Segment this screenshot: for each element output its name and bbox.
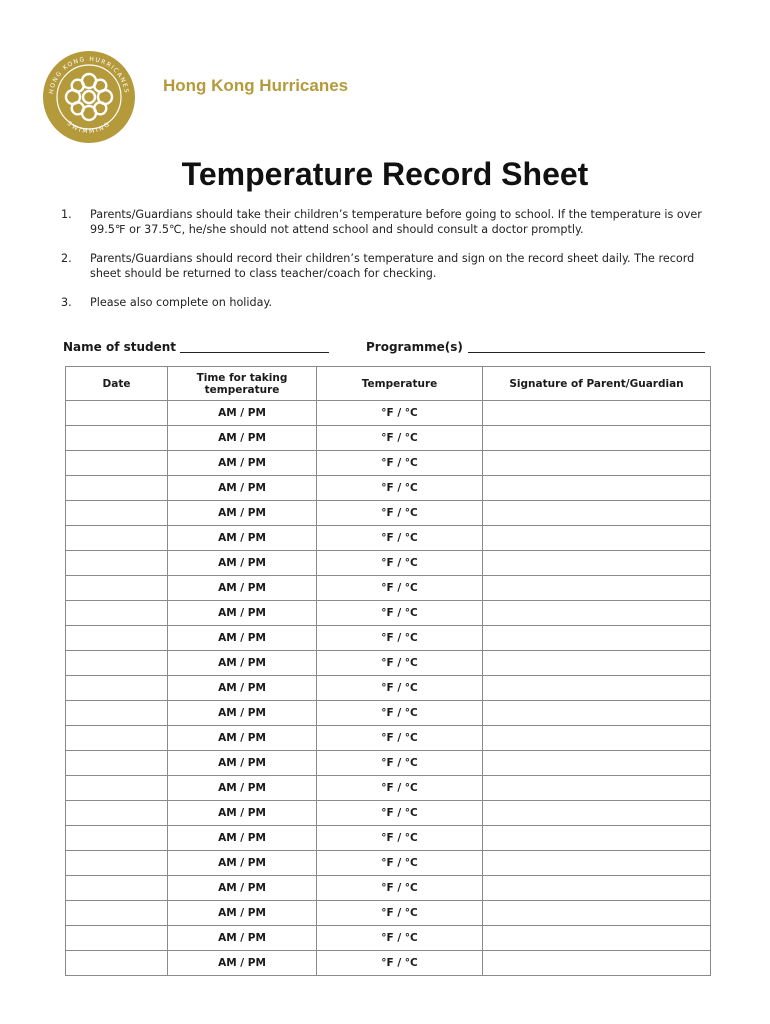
signature-cell[interactable] [483, 651, 711, 676]
temperature-cell[interactable]: °F / °C [317, 726, 483, 751]
signature-cell[interactable] [483, 851, 711, 876]
club-logo [42, 50, 136, 144]
table-row [66, 576, 711, 601]
temperature-cell[interactable]: °F / °C [317, 651, 483, 676]
time-cell[interactable]: AM / PM [168, 876, 317, 901]
instruction-text: Please also complete on holiday. [90, 296, 273, 309]
signature-cell[interactable] [483, 776, 711, 801]
table-row [66, 551, 711, 576]
date-cell[interactable] [66, 501, 168, 526]
date-cell[interactable] [66, 576, 168, 601]
signature-cell[interactable] [483, 826, 711, 851]
signature-cell[interactable] [483, 401, 711, 426]
signature-cell[interactable] [483, 526, 711, 551]
logo-text-bottom: SWIMMING [65, 120, 113, 136]
signature-cell[interactable] [483, 801, 711, 826]
time-cell[interactable]: AM / PM [168, 676, 317, 701]
time-cell[interactable]: AM / PM [168, 576, 317, 601]
time-cell[interactable]: AM / PM [168, 901, 317, 926]
signature-cell[interactable] [483, 951, 711, 976]
time-cell[interactable]: AM / PM [168, 501, 317, 526]
temperature-cell[interactable]: °F / °C [317, 426, 483, 451]
date-cell[interactable] [66, 526, 168, 551]
time-cell[interactable]: AM / PM [168, 426, 317, 451]
time-cell[interactable]: AM / PM [168, 926, 317, 951]
temperature-cell[interactable]: °F / °C [317, 876, 483, 901]
signature-cell[interactable] [483, 926, 711, 951]
table-row [66, 476, 711, 501]
organization-name: Hong Kong Hurricanes [163, 76, 349, 95]
time-cell[interactable]: AM / PM [168, 801, 317, 826]
table-row [66, 601, 711, 626]
signature-cell[interactable] [483, 451, 711, 476]
table-body [66, 401, 711, 976]
temperature-cell[interactable]: °F / °C [317, 776, 483, 801]
date-cell[interactable] [66, 951, 168, 976]
table-row [66, 701, 711, 726]
signature-cell[interactable] [483, 701, 711, 726]
table-header-row [66, 367, 711, 401]
date-cell[interactable] [66, 626, 168, 651]
date-cell[interactable] [66, 801, 168, 826]
signature-cell[interactable] [483, 426, 711, 451]
temperature-cell[interactable]: °F / °C [317, 751, 483, 776]
date-cell[interactable] [66, 701, 168, 726]
signature-cell[interactable] [483, 551, 711, 576]
instruction-number: 3. [61, 296, 72, 309]
time-cell[interactable]: AM / PM [168, 601, 317, 626]
signature-cell[interactable] [483, 476, 711, 501]
table-row [66, 676, 711, 701]
table-row [66, 776, 711, 801]
time-cell[interactable]: AM / PM [168, 751, 317, 776]
temperature-cell[interactable]: °F / °C [317, 626, 483, 651]
signature-cell[interactable] [483, 876, 711, 901]
table-row [66, 651, 711, 676]
date-cell[interactable] [66, 826, 168, 851]
header-time: Time for taking temperature [168, 367, 317, 401]
temperature-cell[interactable]: °F / °C [317, 951, 483, 976]
table-row [66, 526, 711, 551]
header-temperature: Temperature [317, 367, 483, 401]
signature-cell[interactable] [483, 626, 711, 651]
temperature-cell[interactable]: °F / °C [317, 551, 483, 576]
signature-cell[interactable] [483, 726, 711, 751]
logo-text-top: HONG KONG HURRICANES [48, 55, 130, 95]
instruction-number: 1. [61, 208, 72, 221]
date-cell[interactable] [66, 476, 168, 501]
signature-cell[interactable] [483, 676, 711, 701]
signature-cell[interactable] [483, 751, 711, 776]
instruction-1 [61, 207, 712, 237]
date-cell[interactable] [66, 676, 168, 701]
temperature-cell[interactable]: °F / °C [317, 476, 483, 501]
temperature-cell[interactable]: °F / °C [317, 401, 483, 426]
date-cell[interactable] [66, 926, 168, 951]
date-cell[interactable] [66, 651, 168, 676]
temperature-cell[interactable]: °F / °C [317, 676, 483, 701]
date-cell[interactable] [66, 851, 168, 876]
date-cell[interactable] [66, 601, 168, 626]
temperature-cell[interactable]: °F / °C [317, 451, 483, 476]
signature-cell[interactable] [483, 576, 711, 601]
table-row [66, 851, 711, 876]
time-cell[interactable]: AM / PM [168, 651, 317, 676]
temperature-cell[interactable]: °F / °C [317, 851, 483, 876]
programme-field[interactable] [468, 352, 705, 353]
table-row [66, 726, 711, 751]
instruction-text: Parents/Guardians should take their children’s temperature before going to school. If the temperature is over 99.5℉ or 37.5℃, he/she should not attend school and should consult a doctor promptly. [90, 208, 702, 236]
temperature-cell[interactable]: °F / °C [317, 801, 483, 826]
table-row [66, 626, 711, 651]
time-cell[interactable]: AM / PM [168, 626, 317, 651]
time-cell[interactable]: AM / PM [168, 451, 317, 476]
date-cell[interactable] [66, 426, 168, 451]
table-row [66, 401, 711, 426]
time-cell[interactable]: AM / PM [168, 701, 317, 726]
instruction-3 [61, 295, 712, 310]
signature-cell[interactable] [483, 501, 711, 526]
temperature-record-table [65, 366, 711, 976]
temperature-cell[interactable]: °F / °C [317, 501, 483, 526]
table-row [66, 501, 711, 526]
temperature-cell[interactable]: °F / °C [317, 601, 483, 626]
time-cell[interactable]: AM / PM [168, 401, 317, 426]
time-cell[interactable]: AM / PM [168, 951, 317, 976]
date-cell[interactable] [66, 451, 168, 476]
date-cell[interactable] [66, 876, 168, 901]
temperature-cell[interactable]: °F / °C [317, 576, 483, 601]
instruction-2 [61, 251, 712, 281]
table-row [66, 426, 711, 451]
time-cell[interactable]: AM / PM [168, 826, 317, 851]
table-row [66, 801, 711, 826]
time-cell[interactable]: AM / PM [168, 776, 317, 801]
date-cell[interactable] [66, 726, 168, 751]
time-cell[interactable]: AM / PM [168, 551, 317, 576]
table-row [66, 826, 711, 851]
table-row [66, 901, 711, 926]
student-name-field[interactable] [180, 352, 329, 353]
student-name-label: Name of student [63, 340, 177, 354]
header-signature: Signature of Parent/Guardian [483, 367, 711, 401]
date-cell[interactable] [66, 401, 168, 426]
signature-cell[interactable] [483, 601, 711, 626]
table-row [66, 451, 711, 476]
temperature-cell[interactable]: °F / °C [317, 926, 483, 951]
table-row [66, 751, 711, 776]
temperature-cell[interactable]: °F / °C [317, 526, 483, 551]
date-cell[interactable] [66, 551, 168, 576]
temperature-cell[interactable]: °F / °C [317, 901, 483, 926]
signature-cell[interactable] [483, 901, 711, 926]
table-row [66, 876, 711, 901]
instruction-text: Parents/Guardians should record their children’s temperature and sign on the record sheet daily. The record sheet should be returned to class teacher/coach for checking. [90, 252, 695, 280]
temperature-cell[interactable]: °F / °C [317, 701, 483, 726]
date-cell[interactable] [66, 751, 168, 776]
page-title: Temperature Record Sheet [181, 156, 589, 192]
time-cell[interactable]: AM / PM [168, 851, 317, 876]
programme-label: Programme(s) [366, 340, 463, 354]
instruction-number: 2. [61, 252, 72, 265]
time-cell[interactable]: AM / PM [168, 726, 317, 751]
temperature-cell[interactable]: °F / °C [317, 826, 483, 851]
date-cell[interactable] [66, 776, 168, 801]
date-cell[interactable] [66, 901, 168, 926]
table-row [66, 926, 711, 951]
time-cell[interactable]: AM / PM [168, 476, 317, 501]
header-date: Date [66, 367, 168, 401]
table-row [66, 951, 711, 976]
time-cell[interactable]: AM / PM [168, 526, 317, 551]
